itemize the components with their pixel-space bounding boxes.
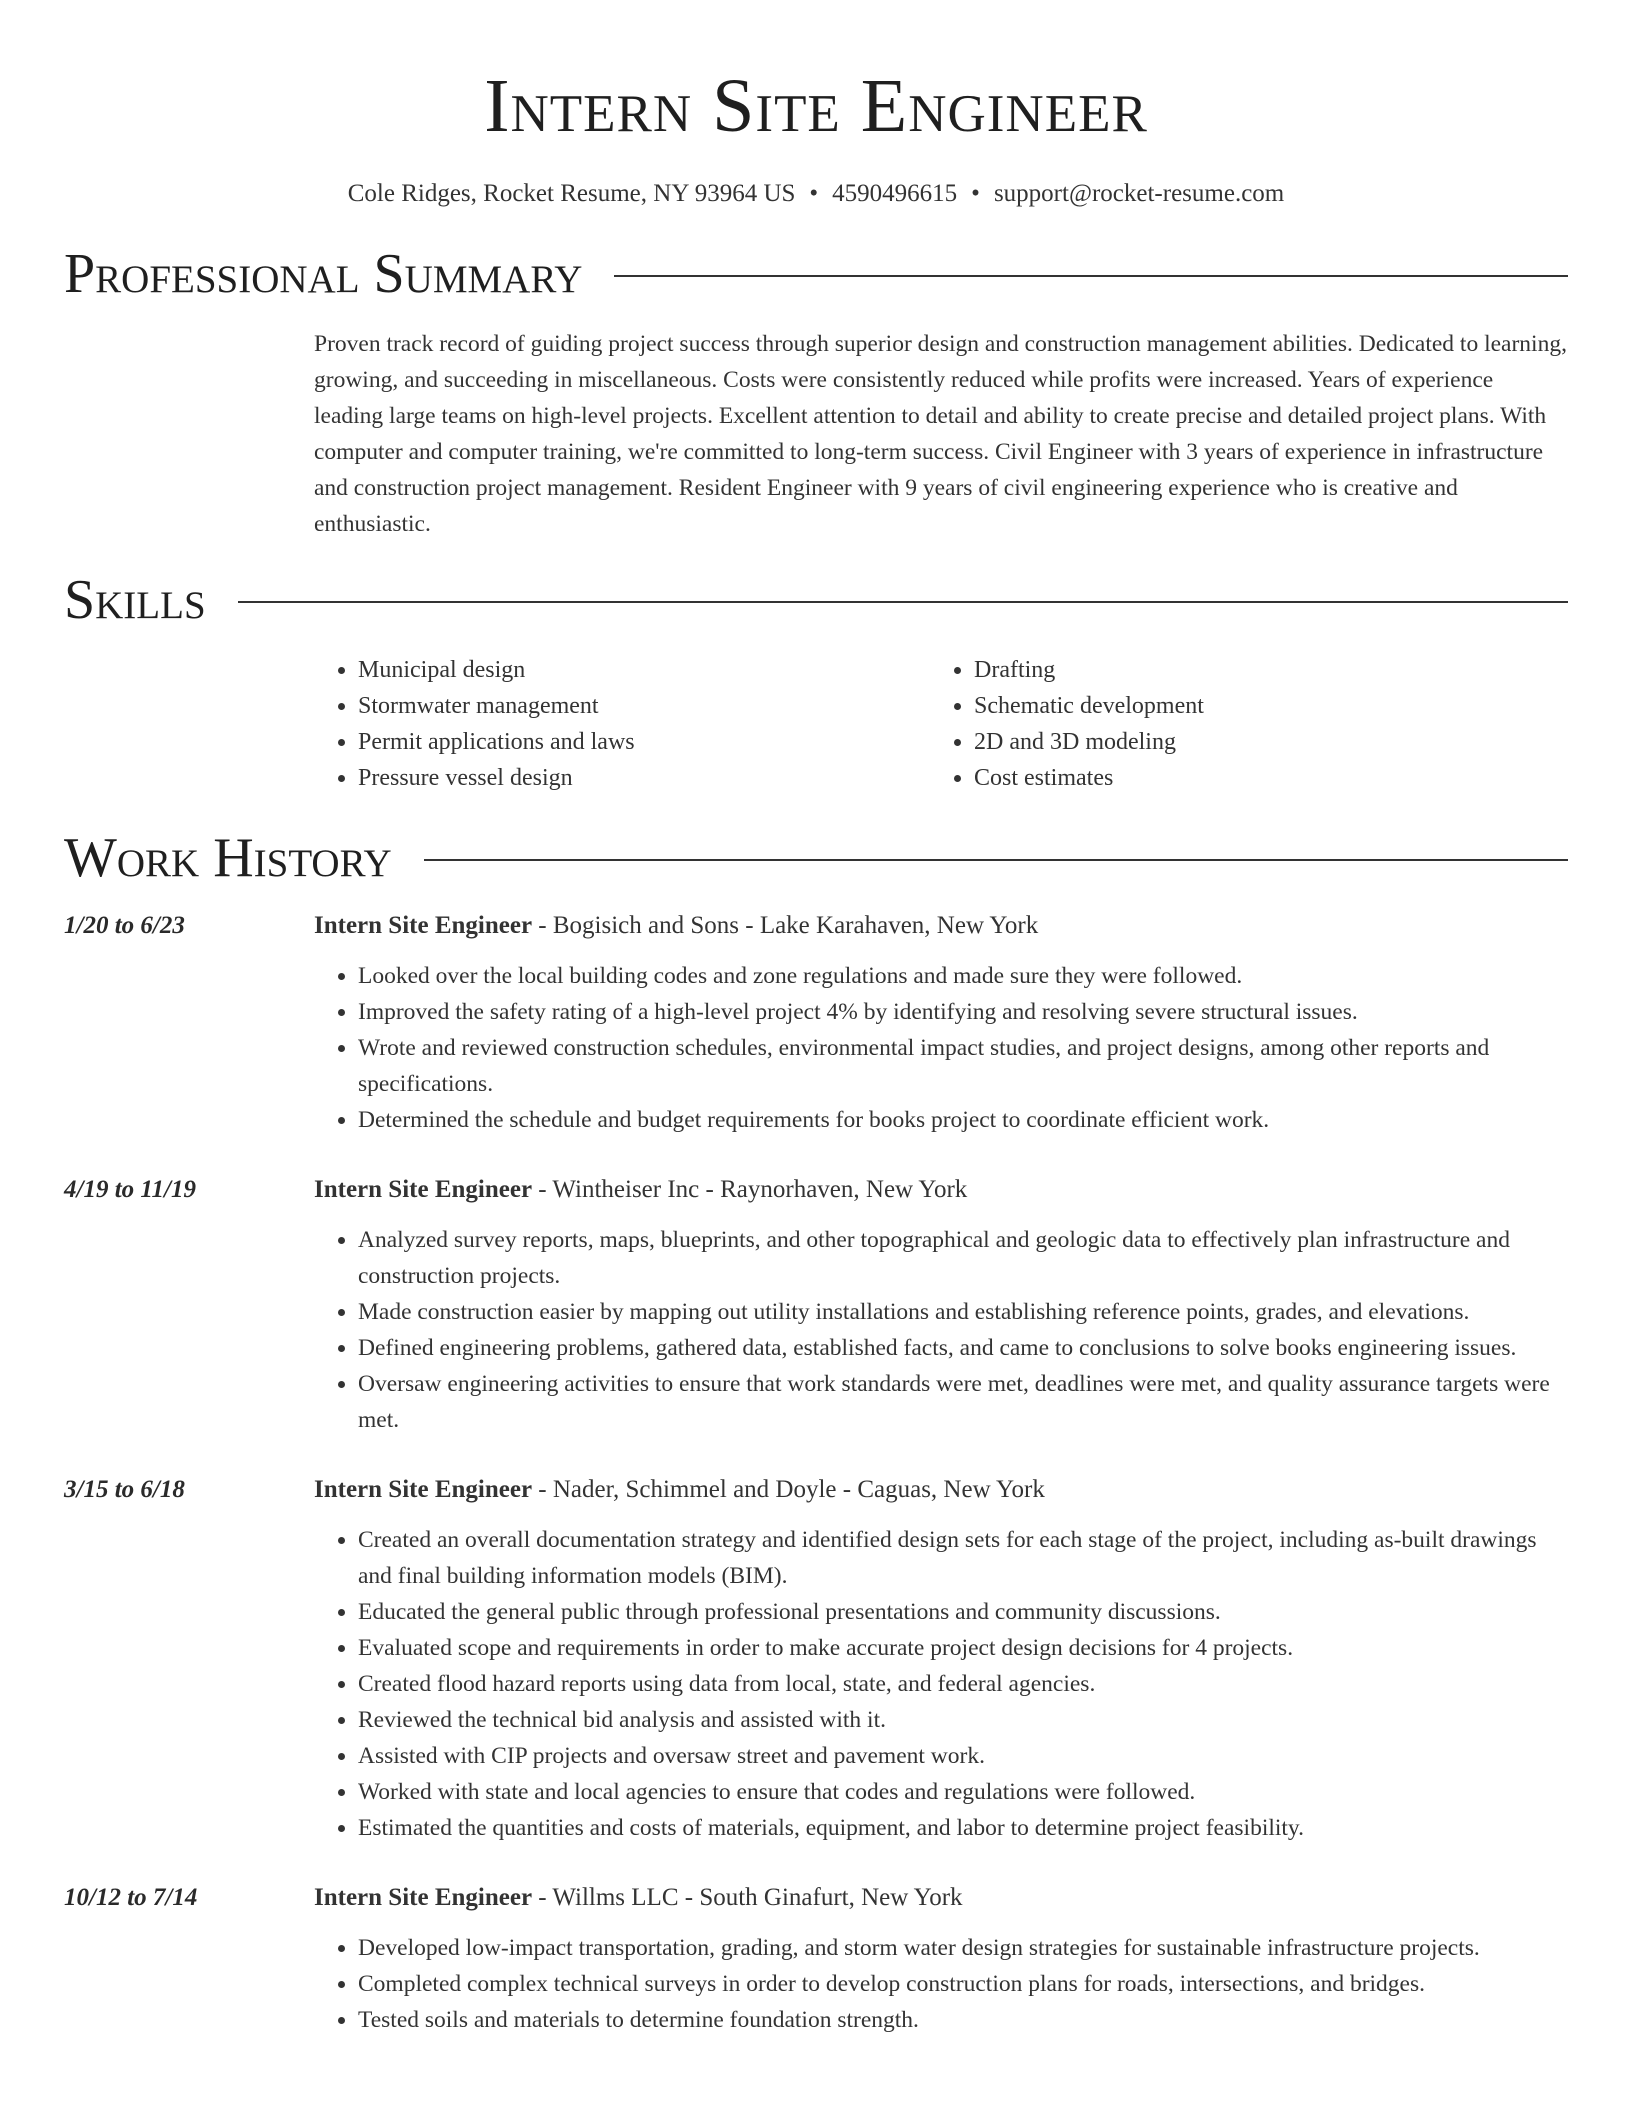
job-bullet: • Determined the schedule and budget requirements for books project to coordinate efficient work. xyxy=(358,1102,1568,1138)
job-title: Intern Site Engineer xyxy=(314,1476,533,1503)
job-bullet: • Developed low-impact transportation, grading, and storm water design strategies for sustainable infrastructure projects. xyxy=(358,1930,1568,1966)
job-bullet: • Oversaw engineering activities to ensure that work standards were met, deadlines were met, and quality assurance targets were met. xyxy=(358,1366,1568,1438)
skill-item: • Municipal design xyxy=(358,652,930,688)
contact-phone: 4590496615 xyxy=(832,180,958,207)
job-bullet: • Improved the safety rating of a high-level project 4% by identifying and resolving severe structural issues. xyxy=(358,994,1568,1030)
job-bullet: • Created flood hazard reports using data from local, state, and federal agencies. xyxy=(358,1666,1568,1702)
resume-page xyxy=(64,0,1568,2038)
job-header xyxy=(314,1472,1568,1508)
skill-item: • 2D and 3D modeling xyxy=(974,724,1204,760)
job-dates: 10/12 to 7/14 xyxy=(64,1884,198,1911)
job-entry xyxy=(64,908,1568,1138)
resume-name: Intern Site Engineer xyxy=(484,64,1148,148)
section-divider xyxy=(614,275,1568,277)
job-details: - Nader, Schimmel and Doyle - Caguas, New York xyxy=(532,1476,1045,1503)
skill-item: • Stormwater management xyxy=(358,688,930,724)
contact-address: Cole Ridges, Rocket Resume, NY 93964 US xyxy=(347,180,796,207)
job-bullets xyxy=(314,1222,1568,1438)
skills-column-2 xyxy=(930,652,1204,796)
skill-item: • Cost estimates xyxy=(974,760,1204,796)
job-title: Intern Site Engineer xyxy=(314,1884,533,1911)
job-bullets xyxy=(314,1930,1568,2038)
job-title: Intern Site Engineer xyxy=(314,1176,533,1203)
job-bullet: • Evaluated scope and requirements in order to make accurate project design decisions for 4 projects. xyxy=(358,1630,1568,1666)
contact-email: support@rocket-resume.com xyxy=(993,180,1285,207)
job-bullet: • Defined engineering problems, gathered data, established facts, and came to conclusions to solve books engineering issues. xyxy=(358,1330,1568,1366)
job-dates: 3/15 to 6/18 xyxy=(64,1476,185,1503)
job-bullet: • Tested soils and materials to determine foundation strength. xyxy=(358,2002,1568,2038)
skill-item: • Drafting xyxy=(974,652,1204,688)
summary-text: Proven track record of guiding project success through superior design and construction management abilities. Dedicated to learning, growing, and succeeding in miscellaneous. Costs were consistently reduced while profits were increased. Years of experience leading large teams on high-level projects. Excellent attention to detail and ability to create precise and detailed project plans. With computer and computer training, we're committed to long-term success. Civil Engineer with 3 years of experience in infrastructure and construction project management. Resident Engineer with 9 years of civil engineering experience who is creative and enthusiastic. xyxy=(314,331,1567,537)
job-bullet: • Estimated the quantities and costs of materials, equipment, and labor to determine project feasibility. xyxy=(358,1810,1568,1846)
skill-item: • Permit applications and laws xyxy=(358,724,930,760)
job-bullet: • Made construction easier by mapping out utility installations and establishing reference points, grades, and elevations. xyxy=(358,1294,1568,1330)
job-bullet: • Worked with state and local agencies to ensure that codes and regulations were followed. xyxy=(358,1774,1568,1810)
job-entry xyxy=(64,1472,1568,1846)
job-entry xyxy=(64,1880,1568,2038)
summary-heading: Professional Summary xyxy=(64,243,583,305)
job-details: - Wintheiser Inc - Raynorhaven, New York xyxy=(532,1176,968,1203)
skills-column-1 xyxy=(314,652,930,796)
job-bullet: • Wrote and reviewed construction schedules, environmental impact studies, and project designs, among other reports and specifications. xyxy=(358,1030,1568,1102)
contact-separator: • xyxy=(971,180,980,207)
skill-item: • Pressure vessel design xyxy=(358,760,930,796)
job-header xyxy=(314,1172,1568,1208)
skill-item: • Schematic development xyxy=(974,688,1204,724)
summary-section-header xyxy=(64,242,1568,306)
job-details: - Bogisich and Sons - Lake Karahaven, New York xyxy=(532,912,1039,939)
job-title: Intern Site Engineer xyxy=(314,912,533,939)
work-heading: Work History xyxy=(64,827,392,889)
skills-section-header xyxy=(64,568,1568,632)
section-divider xyxy=(238,601,1568,603)
job-bullet: • Looked over the local building codes and zone regulations and made sure they were followed. xyxy=(358,958,1568,994)
job-bullets xyxy=(314,958,1568,1138)
job-bullet: • Reviewed the technical bid analysis and assisted with it. xyxy=(358,1702,1568,1738)
job-bullet: • Analyzed survey reports, maps, blueprints, and other topographical and geologic data to effectively plan infrastructure and construction projects. xyxy=(358,1222,1568,1294)
job-header xyxy=(314,1880,1568,1916)
skills-list xyxy=(314,652,1568,796)
section-divider xyxy=(424,859,1568,861)
job-bullets xyxy=(314,1522,1568,1846)
job-header xyxy=(314,908,1568,944)
contact-separator: • xyxy=(809,180,819,207)
job-bullet: • Created an overall documentation strategy and identified design sets for each stage of the project, including as-built drawings and final building information models (BIM). xyxy=(358,1522,1568,1594)
job-bullet: • Assisted with CIP projects and oversaw street and pavement work. xyxy=(358,1738,1568,1774)
job-dates: 4/19 to 11/19 xyxy=(64,1176,196,1203)
job-bullet: • Educated the general public through professional presentations and community discussions. xyxy=(358,1594,1568,1630)
job-dates: 1/20 to 6/23 xyxy=(64,912,185,939)
contact-line xyxy=(64,176,1568,212)
work-section-header xyxy=(64,826,1568,890)
skills-heading: Skills xyxy=(64,569,206,631)
job-bullet: • Completed complex technical surveys in order to develop construction plans for roads, intersections, and bridges. xyxy=(358,1966,1568,2002)
job-entry xyxy=(64,1172,1568,1438)
job-details: - Willms LLC - South Ginafurt, New York xyxy=(532,1884,963,1911)
